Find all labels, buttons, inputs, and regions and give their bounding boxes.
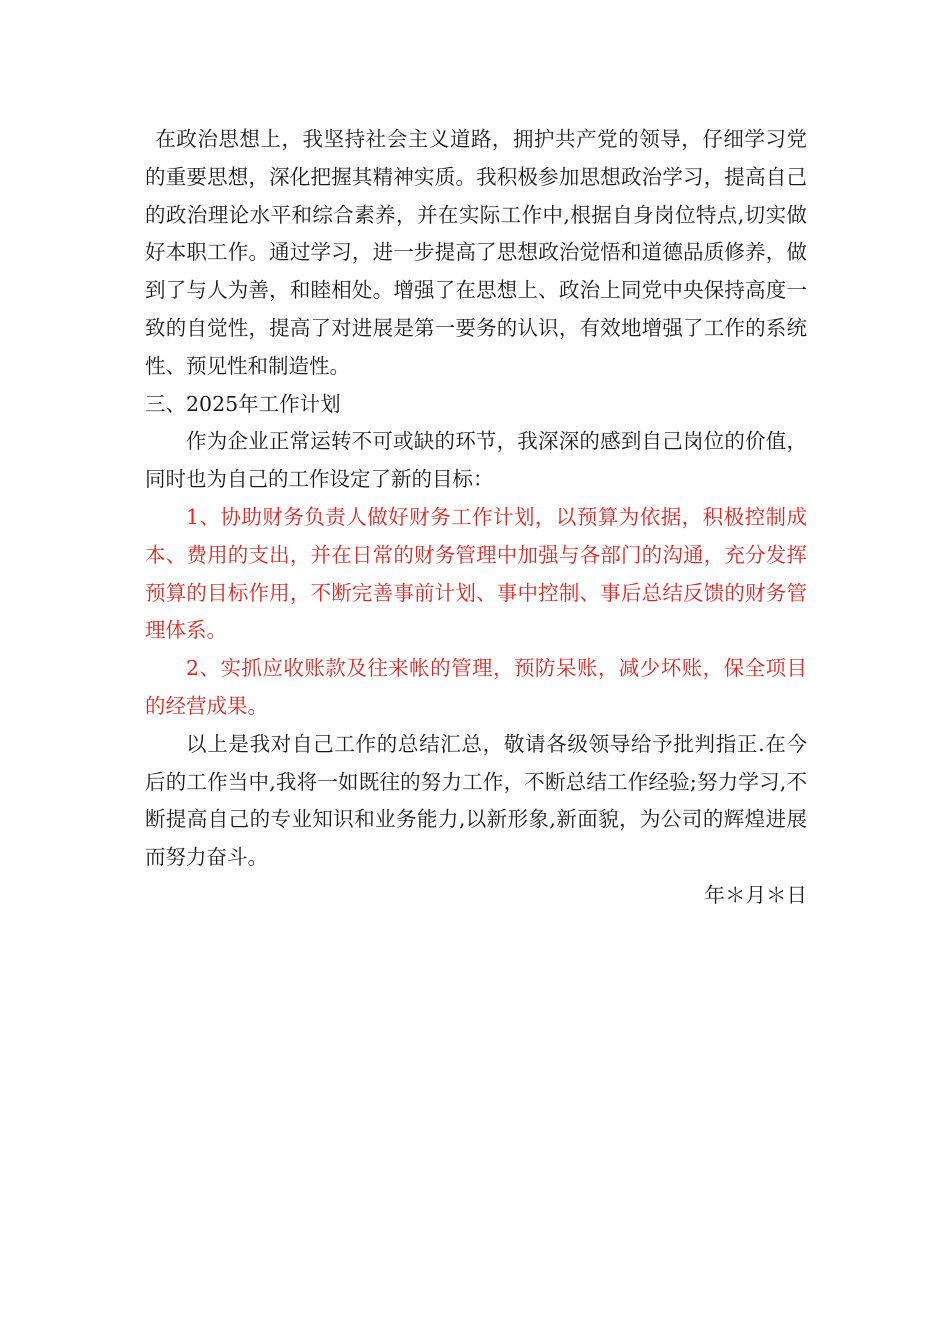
document-date: 年＊月＊日 <box>704 882 807 907</box>
section-heading-work-plan: 三、2025年工作计划 <box>145 391 341 416</box>
document-body <box>145 121 807 915</box>
paragraph-plan-intro: 作为企业正常运转不可或缺的环节，我深深的感到自己岗位的价值，同时也为自己的工作设定了新的目标： <box>145 429 807 492</box>
plan-item-2: 2、实抓应收账款及往来帐的管理，预防呆账，减少坏账，保全项目的经营成果。 <box>145 656 807 718</box>
paragraph-conclusion: 以上是我对自己工作的总结汇总，敬请各级领导给予批判指正.在今后的工作当中,我将一如既往的努力工作，不断总结工作经验;努力学习,不断提高自己的专业知识和业务能力,以新形象,新面貌，为公司的辉煌进展而努力奋斗。 <box>145 731 807 870</box>
plan-item-1: 1、协助财务负责人做好财务工作计划，以预算为依据，积极控制成本、费用的支出，并在日常的财务管理中加强与各部门的沟通，充分发挥预算的目标作用，不断完善事前计划、事中控制、事后总结反馈的财务管理体系。 <box>145 504 807 643</box>
paragraph-political-thought: 在政治思想上，我坚持社会主义道路，拥护共产党的领导，仔细学习党的重要思想，深化把握其精神实质。我积极参加思想政治学习，提高自己的政治理论水平和综合素养，并在实际工作中,根据自身岗位特点,切实做好本职工作。通过学习，进一步提高了思想政治觉悟和道德品质修养，做到了与人为善，和睦相处。增强了在思想上、政治上同党中央保持高度一致的自觉性，提高了对进展是第一要务的认识，有效地增强了工作的系统性、预见性和制造性。 <box>145 127 807 378</box>
